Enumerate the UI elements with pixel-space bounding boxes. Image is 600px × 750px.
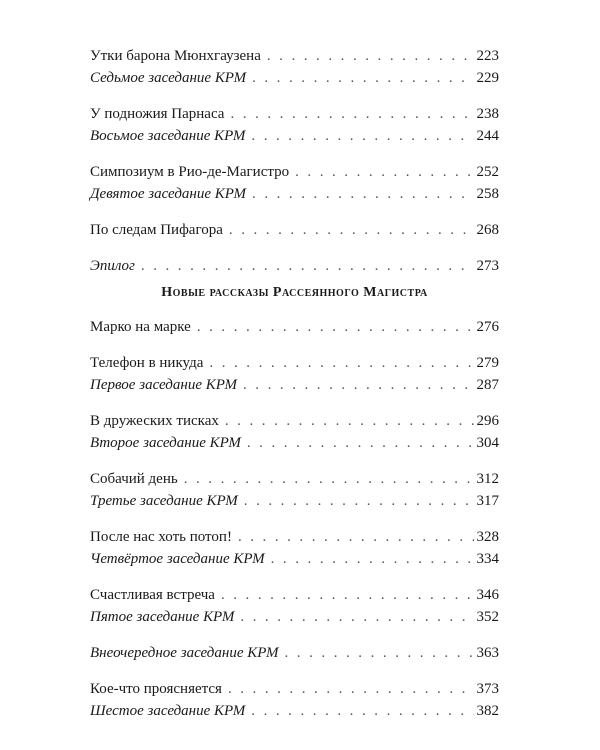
toc-entry-page-number: 287 [476,377,499,393]
toc-entry-page-number: 276 [476,319,499,335]
toc-entry [90,410,499,432]
toc-entry [90,125,499,147]
dot-leader [221,584,474,606]
dot-leader [228,678,474,700]
toc-entry-title: Пятое заседание КРМ [90,609,235,625]
dot-leader [230,103,473,125]
toc-entry-page-number: 334 [476,551,499,567]
toc-entry [90,183,499,205]
dot-leader [267,45,474,67]
toc-entry-title: Внеочередное заседание КРМ [90,645,279,661]
dot-leader [197,316,474,338]
toc-entry [90,700,499,722]
toc-entry-title: После нас хоть потоп! [90,529,232,545]
toc-entry-page-number: 252 [476,164,499,180]
dot-leader [285,642,474,664]
toc-group [90,410,499,454]
toc-entry-page-number: 229 [476,70,499,86]
toc-entry-page-number: 273 [476,258,499,274]
toc-entry [90,219,499,241]
toc-entry-title: Симпозиум в Рио-де-Магистро [90,164,290,180]
dot-leader [141,255,474,277]
toc-group [90,255,499,277]
toc-entry-page-number: 296 [476,413,499,429]
toc-entry-title: Телефон в никуда [90,355,204,371]
dot-leader [229,219,474,241]
toc-entry-title: У подножия Парнаса [90,106,225,122]
dot-leader [238,526,474,548]
dot-leader [225,410,474,432]
toc-entry-title: В дружеских тисках [90,413,219,429]
toc-group [90,584,499,628]
toc-entry-page-number: 279 [476,355,499,371]
toc-entry [90,678,499,700]
dot-leader [251,700,473,722]
toc-entry-title: Третье заседание КРМ [90,493,238,509]
toc-list-part2 [90,316,499,736]
toc-entry-page-number: 258 [476,186,499,202]
toc-entry [90,642,499,664]
toc-group [90,468,499,512]
toc-entry-page-number: 346 [476,587,499,603]
dot-leader [251,125,473,147]
toc-entry [90,490,499,512]
toc-entry-title: Кое-что проясняется [90,681,222,697]
toc-entry-title: Собачий день [90,471,178,487]
toc-group [90,316,499,338]
toc-entry-page-number: 352 [476,609,499,625]
toc-entry-page-number: 223 [476,48,499,64]
toc-group [90,45,499,89]
toc-entry-title: Марко на марке [90,319,191,335]
toc-entry-page-number: 304 [476,435,499,451]
toc-entry-page-number: 363 [476,645,499,661]
toc-entry-page-number: 244 [476,128,499,144]
toc-entry [90,352,499,374]
toc-entry-page-number: 268 [476,222,499,238]
toc-entry [90,548,499,570]
toc-group [90,642,499,664]
toc-entry-title: По следам Пифагора [90,222,223,238]
dot-leader [244,490,474,512]
section-heading: Новые рассказы Рассеянного Магистра [161,285,428,300]
toc-entry [90,45,499,67]
toc-entry-title: Эпилог [90,258,135,274]
toc-entry-title: Восьмое заседание КРМ [90,128,246,144]
toc-group [90,352,499,396]
toc-entry [90,374,499,396]
toc-group [90,678,499,722]
toc-group [90,103,499,147]
toc-group [90,219,499,241]
toc-entry [90,316,499,338]
toc-entry-title: Счастливая встреча [90,587,215,603]
toc-group [90,161,499,205]
dot-leader [247,432,474,454]
toc-entry-title: Девятое заседание КРМ [90,186,247,202]
toc-entry [90,67,499,89]
toc-entry-title: Первое заседание КРМ [90,377,237,393]
toc-entry-page-number: 382 [476,703,499,719]
dot-leader [209,352,473,374]
toc-entry [90,161,499,183]
toc-entry [90,526,499,548]
dot-leader [271,548,474,570]
dot-leader [184,468,474,490]
toc-entry [90,606,499,628]
dot-leader [252,183,473,205]
toc-entry [90,103,499,125]
dot-leader [243,374,474,396]
toc-entry-title: Седьмое заседание КРМ [90,70,247,86]
toc-entry [90,255,499,277]
dot-leader [240,606,473,628]
toc-entry-page-number: 312 [476,471,499,487]
toc-entry-title: Утки барона Мюнхгаузена [90,48,261,64]
dot-leader [252,67,473,89]
toc-list-part1 [90,45,499,291]
dot-leader [295,161,473,183]
toc-entry-page-number: 238 [476,106,499,122]
toc-entry-page-number: 373 [476,681,499,697]
toc-entry [90,468,499,490]
toc-entry-title: Шестое заседание КРМ [90,703,246,719]
toc-entry-page-number: 328 [476,529,499,545]
toc-entry-title: Четвёртое заседание КРМ [90,551,265,567]
toc-group [90,526,499,570]
toc-entry [90,584,499,606]
toc-entry-page-number: 317 [476,493,499,509]
toc-entry-title: Второе заседание КРМ [90,435,241,451]
toc-entry [90,432,499,454]
